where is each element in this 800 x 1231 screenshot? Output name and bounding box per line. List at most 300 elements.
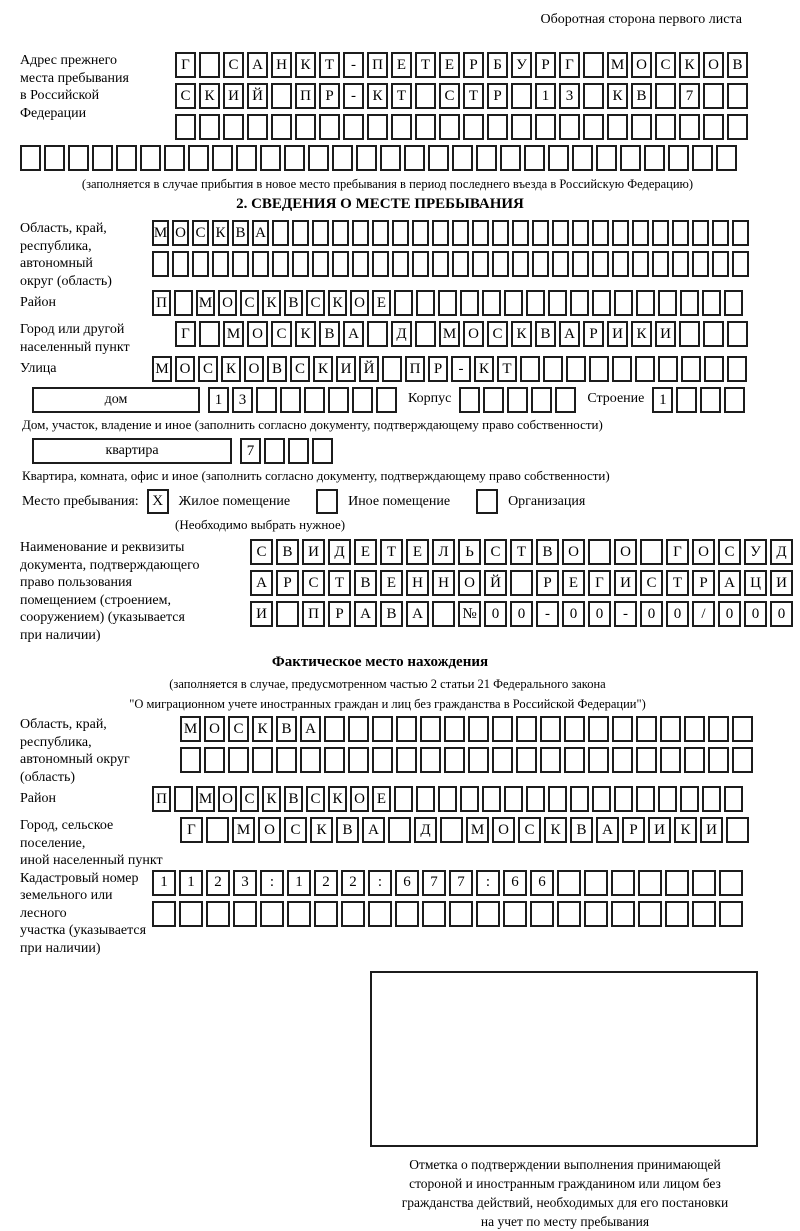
- char-cell[interactable]: К: [631, 321, 652, 347]
- char-cell[interactable]: [179, 901, 203, 927]
- char-cell[interactable]: 1: [652, 387, 673, 413]
- char-cell[interactable]: [412, 220, 429, 246]
- char-cell[interactable]: [188, 145, 209, 171]
- char-cell[interactable]: М: [223, 321, 244, 347]
- char-cell[interactable]: [614, 786, 633, 812]
- char-cell[interactable]: [438, 786, 457, 812]
- char-cell[interactable]: Е: [372, 786, 391, 812]
- char-cell[interactable]: [440, 817, 463, 843]
- char-cell[interactable]: С: [655, 52, 676, 78]
- char-cell[interactable]: Д: [328, 539, 351, 565]
- char-cell[interactable]: М: [607, 52, 628, 78]
- char-cell[interactable]: [172, 251, 189, 277]
- char-cell[interactable]: И: [302, 539, 325, 565]
- char-cell[interactable]: [367, 321, 388, 347]
- char-cell[interactable]: К: [674, 817, 697, 843]
- char-cell[interactable]: С: [240, 786, 259, 812]
- char-cell[interactable]: О: [244, 356, 264, 382]
- char-cell[interactable]: [732, 251, 749, 277]
- char-cell[interactable]: [332, 251, 349, 277]
- char-cell[interactable]: А: [247, 52, 268, 78]
- char-cell[interactable]: [415, 114, 436, 140]
- char-cell[interactable]: В: [380, 601, 403, 627]
- char-cell[interactable]: [164, 145, 185, 171]
- char-cell[interactable]: [492, 220, 509, 246]
- char-cell[interactable]: Т: [391, 83, 412, 109]
- char-cell[interactable]: Т: [666, 570, 689, 596]
- char-cell[interactable]: [352, 387, 373, 413]
- char-cell[interactable]: К: [474, 356, 494, 382]
- char-cell[interactable]: К: [252, 716, 273, 742]
- char-cell[interactable]: [516, 747, 537, 773]
- char-cell[interactable]: 1: [179, 870, 203, 896]
- char-cell[interactable]: Г: [588, 570, 611, 596]
- char-cell[interactable]: [468, 747, 489, 773]
- char-cell[interactable]: Г: [175, 321, 196, 347]
- char-cell[interactable]: [584, 870, 608, 896]
- char-cell[interactable]: [44, 145, 65, 171]
- char-cell[interactable]: :: [260, 870, 284, 896]
- char-cell[interactable]: [570, 786, 589, 812]
- char-cell[interactable]: [680, 290, 699, 316]
- char-cell[interactable]: Н: [432, 570, 455, 596]
- char-cell[interactable]: [395, 901, 419, 927]
- char-cell[interactable]: [665, 901, 689, 927]
- char-cell[interactable]: Д: [414, 817, 437, 843]
- char-cell[interactable]: 3: [559, 83, 580, 109]
- char-cell[interactable]: 1: [535, 83, 556, 109]
- char-cell[interactable]: С: [518, 817, 541, 843]
- char-cell[interactable]: С: [487, 321, 508, 347]
- char-cell[interactable]: [256, 387, 277, 413]
- char-cell[interactable]: П: [295, 83, 316, 109]
- char-cell[interactable]: С: [640, 570, 663, 596]
- char-cell[interactable]: О: [458, 570, 481, 596]
- char-cell[interactable]: [672, 251, 689, 277]
- char-cell[interactable]: [228, 747, 249, 773]
- char-cell[interactable]: [703, 83, 724, 109]
- char-cell[interactable]: [592, 251, 609, 277]
- char-cell[interactable]: [612, 220, 629, 246]
- char-cell[interactable]: 0: [718, 601, 741, 627]
- char-cell[interactable]: С: [306, 290, 325, 316]
- char-cell[interactable]: [438, 290, 457, 316]
- char-cell[interactable]: [548, 290, 567, 316]
- char-cell[interactable]: [702, 786, 721, 812]
- char-cell[interactable]: [511, 83, 532, 109]
- char-cell[interactable]: К: [295, 52, 316, 78]
- char-cell[interactable]: Р: [535, 52, 556, 78]
- char-cell[interactable]: 0: [770, 601, 793, 627]
- char-cell[interactable]: [412, 251, 429, 277]
- char-cell[interactable]: [287, 901, 311, 927]
- checkbox-zhiloe-pomeshchenie[interactable]: X: [147, 489, 169, 514]
- char-cell[interactable]: -: [343, 83, 364, 109]
- char-cell[interactable]: [708, 716, 729, 742]
- char-cell[interactable]: А: [406, 601, 429, 627]
- char-cell[interactable]: [482, 290, 501, 316]
- char-cell[interactable]: А: [362, 817, 385, 843]
- char-cell[interactable]: [492, 716, 513, 742]
- char-cell[interactable]: :: [476, 870, 500, 896]
- char-cell[interactable]: [612, 716, 633, 742]
- char-cell[interactable]: [692, 901, 716, 927]
- char-cell[interactable]: С: [192, 220, 209, 246]
- char-cell[interactable]: [319, 114, 340, 140]
- char-cell[interactable]: 6: [530, 870, 554, 896]
- char-cell[interactable]: [252, 747, 273, 773]
- char-cell[interactable]: О: [247, 321, 268, 347]
- char-cell[interactable]: П: [302, 601, 325, 627]
- char-cell[interactable]: 0: [744, 601, 767, 627]
- char-cell[interactable]: [636, 747, 657, 773]
- char-cell[interactable]: [589, 356, 609, 382]
- char-cell[interactable]: Б: [487, 52, 508, 78]
- char-cell[interactable]: [415, 83, 436, 109]
- char-cell[interactable]: [588, 716, 609, 742]
- char-cell[interactable]: 2: [314, 870, 338, 896]
- char-cell[interactable]: [692, 870, 716, 896]
- char-cell[interactable]: [264, 438, 285, 464]
- char-cell[interactable]: [512, 251, 529, 277]
- char-cell[interactable]: [476, 145, 497, 171]
- char-cell[interactable]: М: [152, 356, 172, 382]
- char-cell[interactable]: С: [198, 356, 218, 382]
- char-cell[interactable]: [422, 901, 446, 927]
- char-cell[interactable]: [204, 747, 225, 773]
- char-cell[interactable]: [638, 870, 662, 896]
- char-cell[interactable]: П: [152, 290, 171, 316]
- char-cell[interactable]: И: [700, 817, 723, 843]
- char-cell[interactable]: [692, 251, 709, 277]
- char-cell[interactable]: 0: [588, 601, 611, 627]
- char-cell[interactable]: [460, 290, 479, 316]
- char-cell[interactable]: [732, 716, 753, 742]
- char-cell[interactable]: [655, 83, 676, 109]
- char-cell[interactable]: [199, 114, 220, 140]
- char-cell[interactable]: Д: [770, 539, 793, 565]
- char-cell[interactable]: С: [302, 570, 325, 596]
- char-cell[interactable]: [708, 747, 729, 773]
- char-cell[interactable]: О: [350, 786, 369, 812]
- char-cell[interactable]: У: [511, 52, 532, 78]
- checkbox-organizatsiya[interactable]: [476, 489, 498, 514]
- char-cell[interactable]: [632, 251, 649, 277]
- char-cell[interactable]: Е: [439, 52, 460, 78]
- char-cell[interactable]: [712, 251, 729, 277]
- char-cell[interactable]: [684, 747, 705, 773]
- char-cell[interactable]: [236, 145, 257, 171]
- char-cell[interactable]: Н: [406, 570, 429, 596]
- char-cell[interactable]: 7: [240, 438, 261, 464]
- char-cell[interactable]: К: [295, 321, 316, 347]
- char-cell[interactable]: [566, 356, 586, 382]
- char-cell[interactable]: 1: [152, 870, 176, 896]
- char-cell[interactable]: Д: [391, 321, 412, 347]
- char-cell[interactable]: [658, 786, 677, 812]
- char-cell[interactable]: Р: [622, 817, 645, 843]
- char-cell[interactable]: [588, 539, 611, 565]
- char-cell[interactable]: К: [212, 220, 229, 246]
- char-cell[interactable]: [679, 321, 700, 347]
- char-cell[interactable]: Н: [271, 52, 292, 78]
- char-cell[interactable]: И: [655, 321, 676, 347]
- char-cell[interactable]: [312, 220, 329, 246]
- char-cell[interactable]: Е: [354, 539, 377, 565]
- char-cell[interactable]: [531, 387, 552, 413]
- char-cell[interactable]: [392, 251, 409, 277]
- char-cell[interactable]: В: [276, 716, 297, 742]
- char-cell[interactable]: [535, 114, 556, 140]
- char-cell[interactable]: О: [350, 290, 369, 316]
- char-cell[interactable]: [308, 145, 329, 171]
- char-cell[interactable]: [341, 901, 365, 927]
- char-cell[interactable]: [272, 251, 289, 277]
- char-cell[interactable]: [180, 747, 201, 773]
- char-cell[interactable]: [288, 438, 309, 464]
- char-cell[interactable]: К: [607, 83, 628, 109]
- char-cell[interactable]: [727, 83, 748, 109]
- char-cell[interactable]: М: [196, 290, 215, 316]
- char-cell[interactable]: В: [727, 52, 748, 78]
- char-cell[interactable]: П: [367, 52, 388, 78]
- char-cell[interactable]: [612, 356, 632, 382]
- char-cell[interactable]: [512, 220, 529, 246]
- char-cell[interactable]: [416, 290, 435, 316]
- char-cell[interactable]: М: [466, 817, 489, 843]
- char-cell[interactable]: Е: [380, 570, 403, 596]
- char-cell[interactable]: [487, 114, 508, 140]
- char-cell[interactable]: [388, 817, 411, 843]
- char-cell[interactable]: И: [223, 83, 244, 109]
- char-cell[interactable]: П: [405, 356, 425, 382]
- char-cell[interactable]: [92, 145, 113, 171]
- char-cell[interactable]: К: [199, 83, 220, 109]
- char-cell[interactable]: Е: [391, 52, 412, 78]
- char-cell[interactable]: [526, 290, 545, 316]
- char-cell[interactable]: 7: [449, 870, 473, 896]
- char-cell[interactable]: И: [336, 356, 356, 382]
- char-cell[interactable]: Т: [510, 539, 533, 565]
- char-cell[interactable]: [583, 83, 604, 109]
- char-cell[interactable]: [300, 747, 321, 773]
- char-cell[interactable]: №: [458, 601, 481, 627]
- char-cell[interactable]: К: [367, 83, 388, 109]
- char-cell[interactable]: [271, 114, 292, 140]
- char-cell[interactable]: [416, 786, 435, 812]
- char-cell[interactable]: К: [544, 817, 567, 843]
- char-cell[interactable]: [548, 786, 567, 812]
- char-cell[interactable]: [532, 251, 549, 277]
- char-cell[interactable]: [612, 251, 629, 277]
- char-cell[interactable]: [572, 251, 589, 277]
- char-cell[interactable]: [252, 251, 269, 277]
- char-cell[interactable]: [175, 114, 196, 140]
- char-cell[interactable]: [260, 145, 281, 171]
- char-cell[interactable]: [432, 220, 449, 246]
- char-cell[interactable]: [68, 145, 89, 171]
- char-cell[interactable]: [660, 747, 681, 773]
- char-cell[interactable]: И: [770, 570, 793, 596]
- char-cell[interactable]: [592, 290, 611, 316]
- char-cell[interactable]: [352, 251, 369, 277]
- char-cell[interactable]: [583, 114, 604, 140]
- char-cell[interactable]: [206, 901, 230, 927]
- char-cell[interactable]: С: [306, 786, 325, 812]
- char-cell[interactable]: [607, 114, 628, 140]
- char-cell[interactable]: [700, 387, 721, 413]
- char-cell[interactable]: [572, 220, 589, 246]
- char-cell[interactable]: [452, 220, 469, 246]
- char-cell[interactable]: 0: [640, 601, 663, 627]
- char-cell[interactable]: О: [614, 539, 637, 565]
- char-cell[interactable]: [530, 901, 554, 927]
- char-cell[interactable]: [719, 870, 743, 896]
- char-cell[interactable]: [324, 716, 345, 742]
- char-cell[interactable]: А: [718, 570, 741, 596]
- char-cell[interactable]: [620, 145, 641, 171]
- char-cell[interactable]: -: [451, 356, 471, 382]
- char-cell[interactable]: В: [284, 290, 303, 316]
- char-cell[interactable]: [672, 220, 689, 246]
- char-cell[interactable]: К: [221, 356, 241, 382]
- char-cell[interactable]: [712, 220, 729, 246]
- char-cell[interactable]: Ц: [744, 570, 767, 596]
- char-cell[interactable]: М: [232, 817, 255, 843]
- char-cell[interactable]: [703, 321, 724, 347]
- char-cell[interactable]: [716, 145, 737, 171]
- char-cell[interactable]: [592, 220, 609, 246]
- char-cell[interactable]: М: [439, 321, 460, 347]
- char-cell[interactable]: Т: [497, 356, 517, 382]
- char-cell[interactable]: [557, 901, 581, 927]
- char-cell[interactable]: [482, 786, 501, 812]
- char-cell[interactable]: [260, 901, 284, 927]
- char-cell[interactable]: К: [679, 52, 700, 78]
- char-cell[interactable]: [432, 251, 449, 277]
- char-cell[interactable]: 0: [562, 601, 585, 627]
- char-cell[interactable]: [460, 786, 479, 812]
- char-cell[interactable]: [483, 387, 504, 413]
- char-cell[interactable]: Е: [372, 290, 391, 316]
- char-cell[interactable]: [212, 251, 229, 277]
- char-cell[interactable]: [439, 114, 460, 140]
- char-cell[interactable]: 0: [666, 601, 689, 627]
- char-cell[interactable]: И: [607, 321, 628, 347]
- char-cell[interactable]: [676, 387, 697, 413]
- char-cell[interactable]: [692, 220, 709, 246]
- char-cell[interactable]: О: [463, 321, 484, 347]
- char-cell[interactable]: Г: [559, 52, 580, 78]
- char-cell[interactable]: К: [511, 321, 532, 347]
- char-cell[interactable]: С: [718, 539, 741, 565]
- char-cell[interactable]: К: [328, 290, 347, 316]
- char-cell[interactable]: [452, 145, 473, 171]
- char-cell[interactable]: [540, 747, 561, 773]
- char-cell[interactable]: [292, 220, 309, 246]
- char-cell[interactable]: [559, 114, 580, 140]
- char-cell[interactable]: [692, 145, 713, 171]
- char-cell[interactable]: О: [562, 539, 585, 565]
- char-cell[interactable]: О: [258, 817, 281, 843]
- char-cell[interactable]: [276, 601, 299, 627]
- char-cell[interactable]: [660, 716, 681, 742]
- char-cell[interactable]: [511, 114, 532, 140]
- char-cell[interactable]: В: [267, 356, 287, 382]
- char-cell[interactable]: А: [250, 570, 273, 596]
- char-cell[interactable]: К: [313, 356, 333, 382]
- char-cell[interactable]: 0: [484, 601, 507, 627]
- char-cell[interactable]: [658, 290, 677, 316]
- char-cell[interactable]: [391, 114, 412, 140]
- char-cell[interactable]: [428, 145, 449, 171]
- char-cell[interactable]: 3: [233, 870, 257, 896]
- char-cell[interactable]: Е: [406, 539, 429, 565]
- char-cell[interactable]: [507, 387, 528, 413]
- char-cell[interactable]: [552, 220, 569, 246]
- char-cell[interactable]: 1: [208, 387, 229, 413]
- char-cell[interactable]: [724, 290, 743, 316]
- char-cell[interactable]: А: [559, 321, 580, 347]
- char-cell[interactable]: [555, 387, 576, 413]
- char-cell[interactable]: [524, 145, 545, 171]
- char-cell[interactable]: -: [536, 601, 559, 627]
- char-cell[interactable]: [572, 145, 593, 171]
- char-cell[interactable]: Р: [328, 601, 351, 627]
- char-cell[interactable]: [510, 570, 533, 596]
- char-cell[interactable]: [532, 220, 549, 246]
- char-cell[interactable]: [380, 145, 401, 171]
- char-cell[interactable]: Т: [463, 83, 484, 109]
- char-cell[interactable]: [679, 114, 700, 140]
- char-cell[interactable]: [328, 387, 349, 413]
- char-cell[interactable]: [420, 747, 441, 773]
- char-cell[interactable]: [280, 387, 301, 413]
- char-cell[interactable]: С: [223, 52, 244, 78]
- char-cell[interactable]: [372, 747, 393, 773]
- char-cell[interactable]: [199, 321, 220, 347]
- char-cell[interactable]: [449, 901, 473, 927]
- char-cell[interactable]: [732, 747, 753, 773]
- char-cell[interactable]: -: [343, 52, 364, 78]
- char-cell[interactable]: [472, 220, 489, 246]
- char-cell[interactable]: [348, 747, 369, 773]
- char-cell[interactable]: [356, 145, 377, 171]
- char-cell[interactable]: И: [614, 570, 637, 596]
- char-cell[interactable]: [372, 220, 389, 246]
- char-cell[interactable]: К: [262, 786, 281, 812]
- char-cell[interactable]: У: [744, 539, 767, 565]
- char-cell[interactable]: С: [271, 321, 292, 347]
- char-cell[interactable]: [631, 114, 652, 140]
- char-cell[interactable]: Р: [536, 570, 559, 596]
- char-cell[interactable]: М: [152, 220, 169, 246]
- char-cell[interactable]: [732, 220, 749, 246]
- char-cell[interactable]: [640, 539, 663, 565]
- char-cell[interactable]: Г: [180, 817, 203, 843]
- char-cell[interactable]: Г: [666, 539, 689, 565]
- char-cell[interactable]: [368, 901, 392, 927]
- char-cell[interactable]: Л: [432, 539, 455, 565]
- char-cell[interactable]: :: [368, 870, 392, 896]
- char-cell[interactable]: Т: [319, 52, 340, 78]
- char-cell[interactable]: 0: [510, 601, 533, 627]
- char-cell[interactable]: [404, 145, 425, 171]
- char-cell[interactable]: 2: [341, 870, 365, 896]
- char-cell[interactable]: О: [175, 356, 195, 382]
- char-cell[interactable]: Р: [583, 321, 604, 347]
- char-cell[interactable]: Р: [428, 356, 448, 382]
